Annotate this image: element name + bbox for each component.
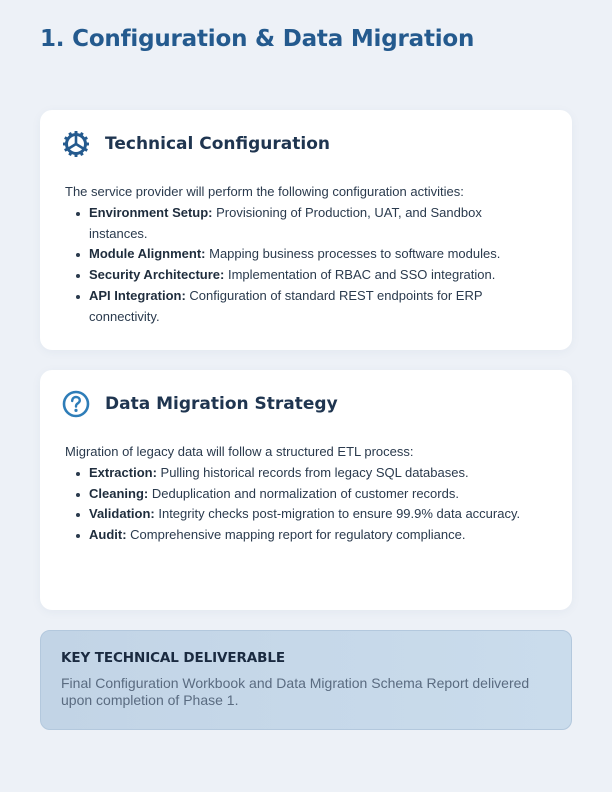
data-migration-strategy-card [40,370,572,610]
deliverable-title: KEY TECHNICAL DELIVERABLE [61,650,285,666]
section-intro: The service provider will perform the following configuration activities: [65,184,464,199]
section-body [65,182,542,328]
key-deliverable-callout [40,630,572,730]
list-item [65,504,542,525]
item-label: Validation: [89,506,155,522]
list-item [65,484,542,505]
item-text: Deduplication and normalization of customer records. [148,485,459,501]
item-label: Module Alignment: [89,246,206,262]
section-intro: Migration of legacy data will follow a structured ETL process: [65,444,414,459]
card-header [62,130,330,158]
section-title: Data Migration Strategy [105,394,338,414]
list-item [65,244,542,265]
item-label: Environment Setup: [89,204,213,220]
list-item [65,525,542,546]
item-text: Provisioning of Production, UAT, and Sandbox instances. [89,204,482,241]
question-circle-icon [62,390,90,418]
activity-list [65,203,542,328]
card-header [62,390,338,418]
process-list [65,463,542,546]
section-body [65,442,542,546]
item-label: API Integration: [89,287,186,303]
section-title: Technical Configuration [105,134,330,154]
page-title: 1. Configuration & Data Migration [40,26,475,52]
gear-icon [62,130,90,158]
technical-configuration-card [40,110,572,350]
list-item [65,463,542,484]
deliverable-text: Final Configuration Workbook and Data Migration Schema Report delivered upon completion of Phase 1. [61,675,530,708]
item-label: Audit: [89,527,127,543]
item-text: Pulling historical records from legacy SQL databases. [156,464,469,480]
item-text: Comprehensive mapping report for regulatory compliance. [126,527,466,543]
list-item [65,203,542,245]
list-item [65,265,542,286]
item-text: Mapping business processes to software modules. [205,246,501,262]
item-label: Cleaning: [89,485,149,501]
item-label: Extraction: [89,464,157,480]
item-text: Integrity checks post-migration to ensure 99.9% data accuracy. [154,506,521,522]
list-item [65,286,542,328]
item-label: Security Architecture: [89,267,225,283]
item-text: Implementation of RBAC and SSO integration. [224,267,496,283]
item-text: Configuration of standard REST endpoints for ERP connectivity. [89,287,483,324]
